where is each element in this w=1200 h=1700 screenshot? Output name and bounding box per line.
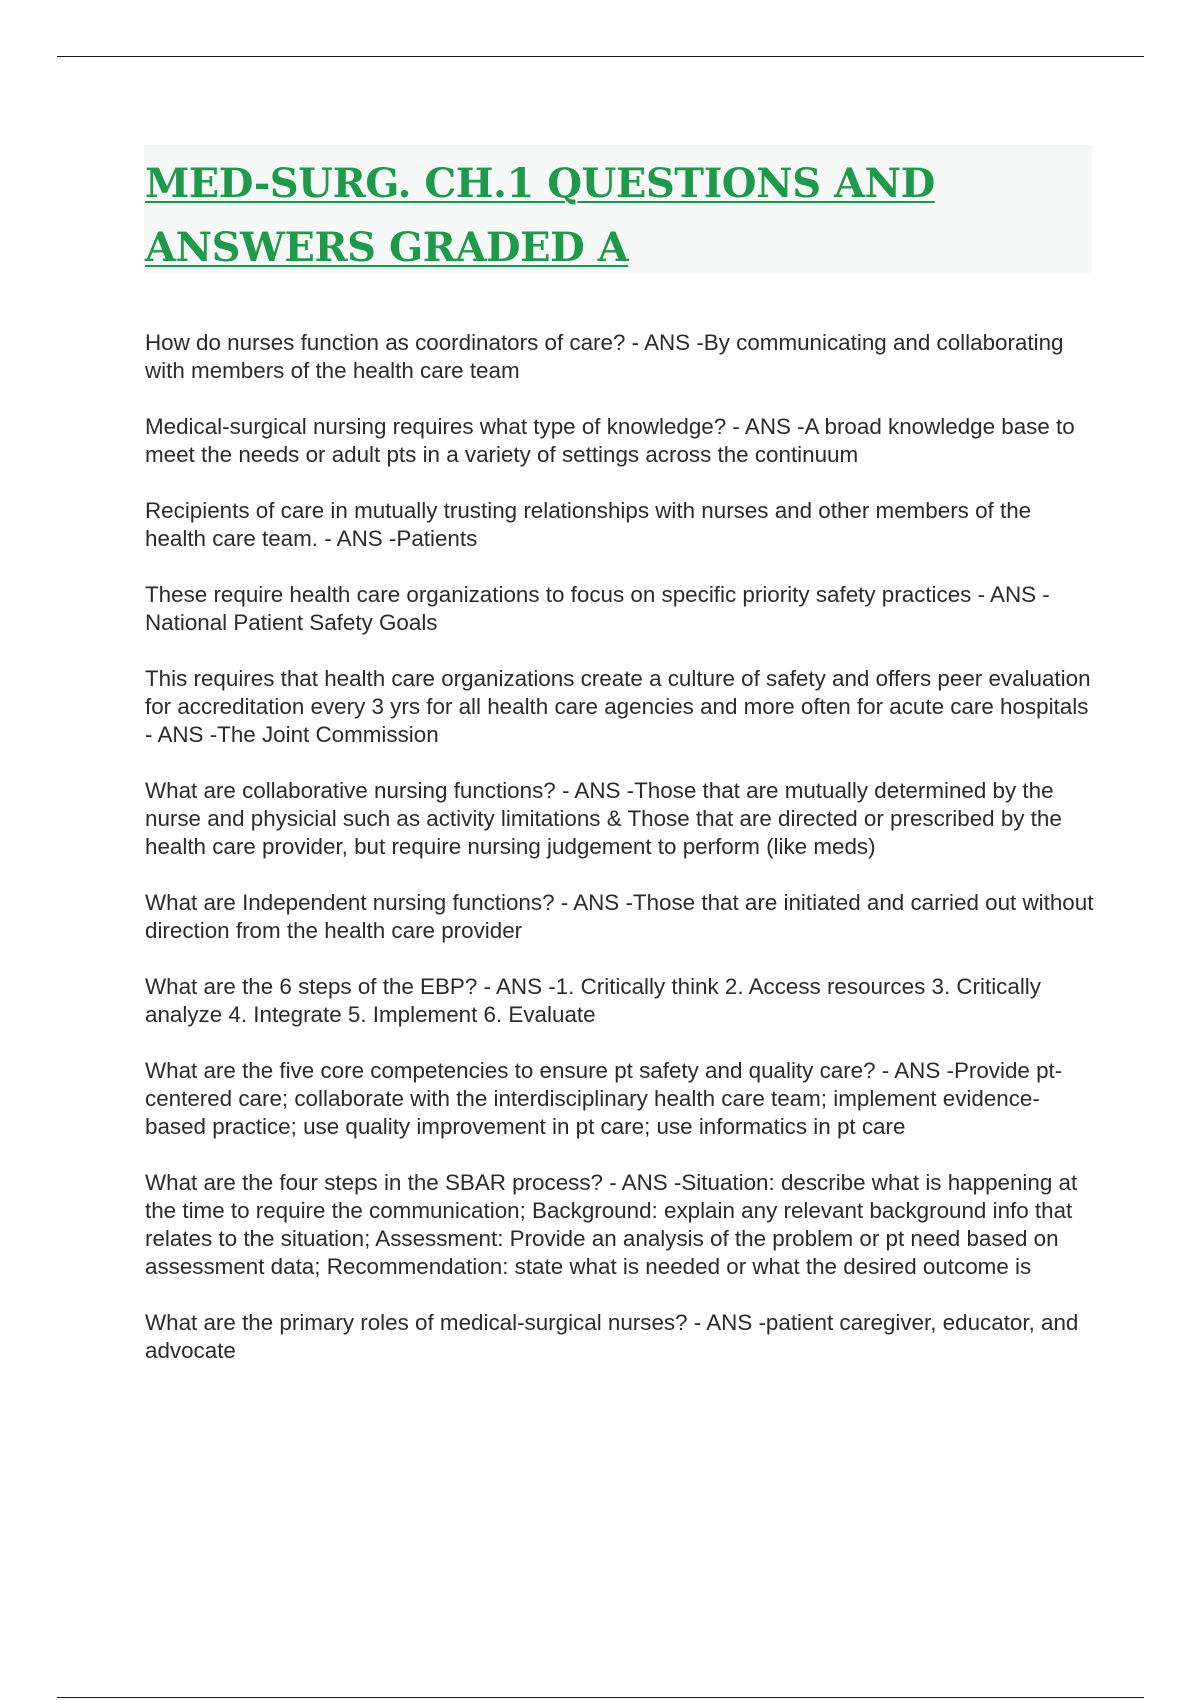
document-title: MED-SURG. CH.1 QUESTIONS AND ANSWERS GRADED A [145,160,935,271]
qa-item: What are the five core competencies to ensure pt safety and quality care? - ANS -Provide pt-centered care; collaborate with the interdisciplinary health care team; implement evidence-based practice; use quality improvement in pt care; use informatics in pt care [145,1058,1063,1139]
qa-item: What are the four steps in the SBAR process? - ANS -Situation: describe what is happening at the time to require the communication; Background: explain any relevant background info that relates to the situation; Assessment: Provide an analysis of the problem or pt need based on assessment data; Recommendation: state what is needed or what the desired outcome is [145,1170,1078,1279]
footer-rule [57,1697,1144,1698]
qa-item: How do nurses function as coordinators of care? - ANS -By communicating and collaborating with members of the health care team [145,330,1064,383]
qa-item: Medical-surgical nursing requires what type of knowledge? - ANS -A broad knowledge base to meet the needs or adult pts in a variety of settings across the continuum [145,414,1075,467]
qa-item: What are collaborative nursing functions? - ANS -Those that are mutually determined by the nurse and physicial such as activity limitations & Those that are directed or prescribed by the health care provider, but require nursing judgement to perform (like meds) [145,778,1062,859]
qa-item: These require health care organizations to focus on specific priority safety practices - ANS -National Patient Safety Goals [145,582,1050,635]
qa-item: Recipients of care in mutually trusting relationships with nurses and other members of the health care team. - ANS -Patients [145,498,1032,551]
qa-item: What are Independent nursing functions? - ANS -Those that are initiated and carried out without direction from the health care provider [145,890,1094,943]
qa-item: This requires that health care organizations create a culture of safety and offers peer evaluation for accreditation every 3 yrs for all health care agencies and more often for acute care hospitals - ANS -The Joint Commission [145,666,1091,747]
qa-item: What are the 6 steps of the EBP? - ANS -1. Critically think 2. Access resources 3. Critically analyze 4. Integrate 5. Implement 6. Evaluate [145,974,1041,1027]
header-rule [57,56,1144,57]
qa-list [145,329,1095,1393]
qa-item: What are the primary roles of medical-surgical nurses? - ANS -patient caregiver, educator, and advocate [145,1310,1079,1363]
